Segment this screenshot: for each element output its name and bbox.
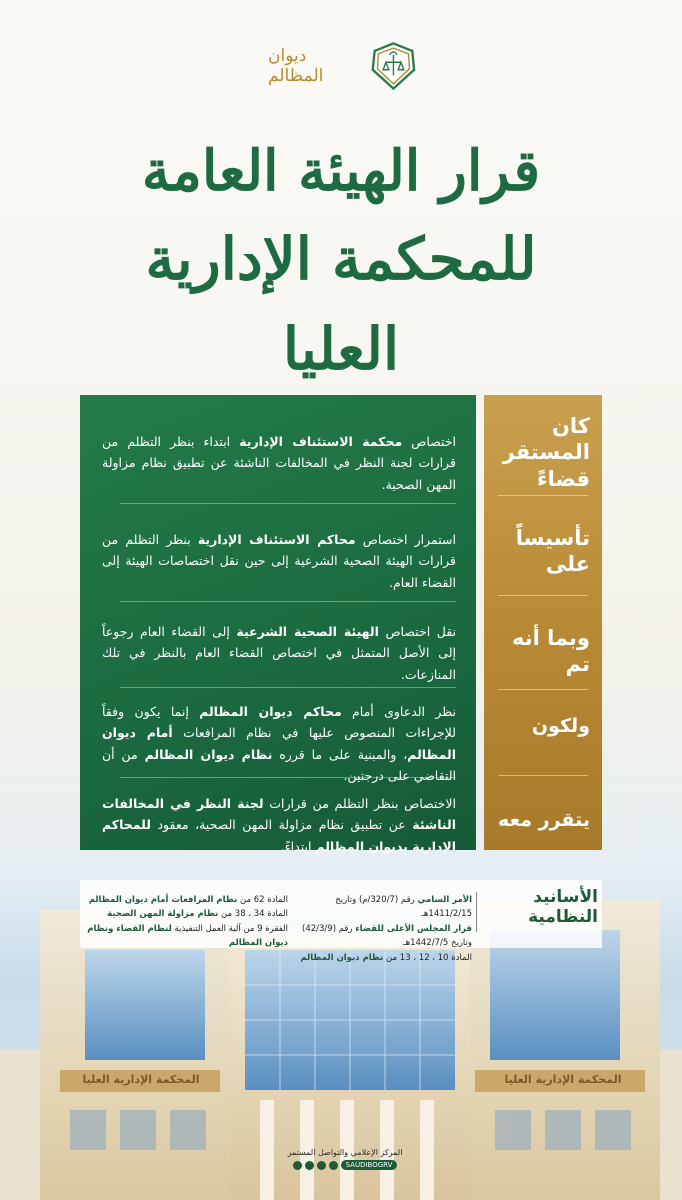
divider [498,689,588,690]
labels-column [484,395,602,850]
divider [120,601,456,602]
reference-item: المادة 10 ، 12 ، 13 من نظام ديوان المظالم [300,952,472,963]
divider [120,687,456,688]
reference-item: قرار المجلس الأعلى للقضاء رقم (42/3/9) وتاريخ 1442/7/5هـ [302,923,472,949]
references-left [84,893,288,951]
title-line-1: قرار الهيئة العامة [141,138,541,204]
section-text: اختصاص محكمة الاستئناف الإدارية ابتداء بنظر التظلم من قرارات لجنة النظر في المخالفات الناشئة عن تطبيق نظام مزاولة المهن الصحية. [102,434,456,492]
section-text: استمرار اختصاص محاكم الاستئناف الإدارية بنظر التظلم من قرارات الهيئة الصحية الشرعية إلى حين نقل اختصاصات الهيئة إلى القضاء العام. [102,532,456,590]
reference-item: المادة 62 من نظام المرافعات أمام ديوان المظالم [88,895,288,905]
section-text: الاختصاص بنظر التظلم من قرارات لجنة النظر في المخالفات الناشئة عن تطبيق نظام مزاولة المهن الصحية، معقود للمحاكم الإدارية بديوان المظالم ابتداءً. [102,796,456,854]
references-heading: الأسانيد النظامية [528,887,598,927]
x-icon[interactable] [293,1161,302,1170]
section-label: تأسيساً على [515,526,590,577]
social-links [240,1160,450,1170]
divider [476,892,477,932]
section-label: ولكون [531,715,590,737]
seal-icon [369,40,418,92]
content-column [80,395,476,854]
divider [498,775,588,776]
logo-text: ديوان المظالم [268,46,324,86]
page-title [80,128,602,395]
reference-item: الأمر السامي رقم (320/7/م) وتاريخ 1411/2/15هـ [335,895,472,920]
divider [120,503,456,504]
instagram-icon[interactable] [305,1161,314,1170]
section-label: وبما أنه تم [511,626,590,677]
footer [240,1148,450,1170]
reference-item: المادة 34 ، 38 من نظام مزاولة المهن الصحية [107,909,288,920]
section-text: نظر الدعاوى أمام محاكم ديوان المظالم إنما يكون وفقاً للإجراءات المنصوص عليها في نظام المرافعات أمام ديوان المظالم، والمبنية على ما قرره نظام ديوان المظالم من أن التقاضي على درجتين. [102,704,456,783]
social-handle[interactable]: SAUDIBOGRV [341,1160,398,1170]
divider [120,777,456,778]
divider [498,595,588,596]
divider [498,495,588,496]
youtube-icon[interactable] [317,1161,326,1170]
references-right [296,893,472,965]
logo [268,34,418,98]
section-label: يتقرر معه [498,809,590,831]
snapchat-icon[interactable] [329,1161,338,1170]
reference-item: الفقرة 9 من آلية العمل التنفيذية لنظام القضاء ونظام ديوان المظالم [87,923,288,949]
section-label: كان المستقر قضاءً [502,414,590,491]
footer-text: المركز الإعلامي والتواصل المستمر [287,1148,403,1157]
building-sign-left: المحكمة الإدارية العليا [82,1073,200,1086]
building-sign-right: المحكمة الإدارية العليا [504,1073,622,1086]
section-text: نقل اختصاص الهيئة الصحية الشرعية إلى القضاء العام رجوعاً إلى الأصل المتمثل في اختصاص القضاء العام بالنظر في تلك المنازعات. [102,624,456,682]
title-line-2: للمحكمة الإدارية العليا [145,224,537,383]
